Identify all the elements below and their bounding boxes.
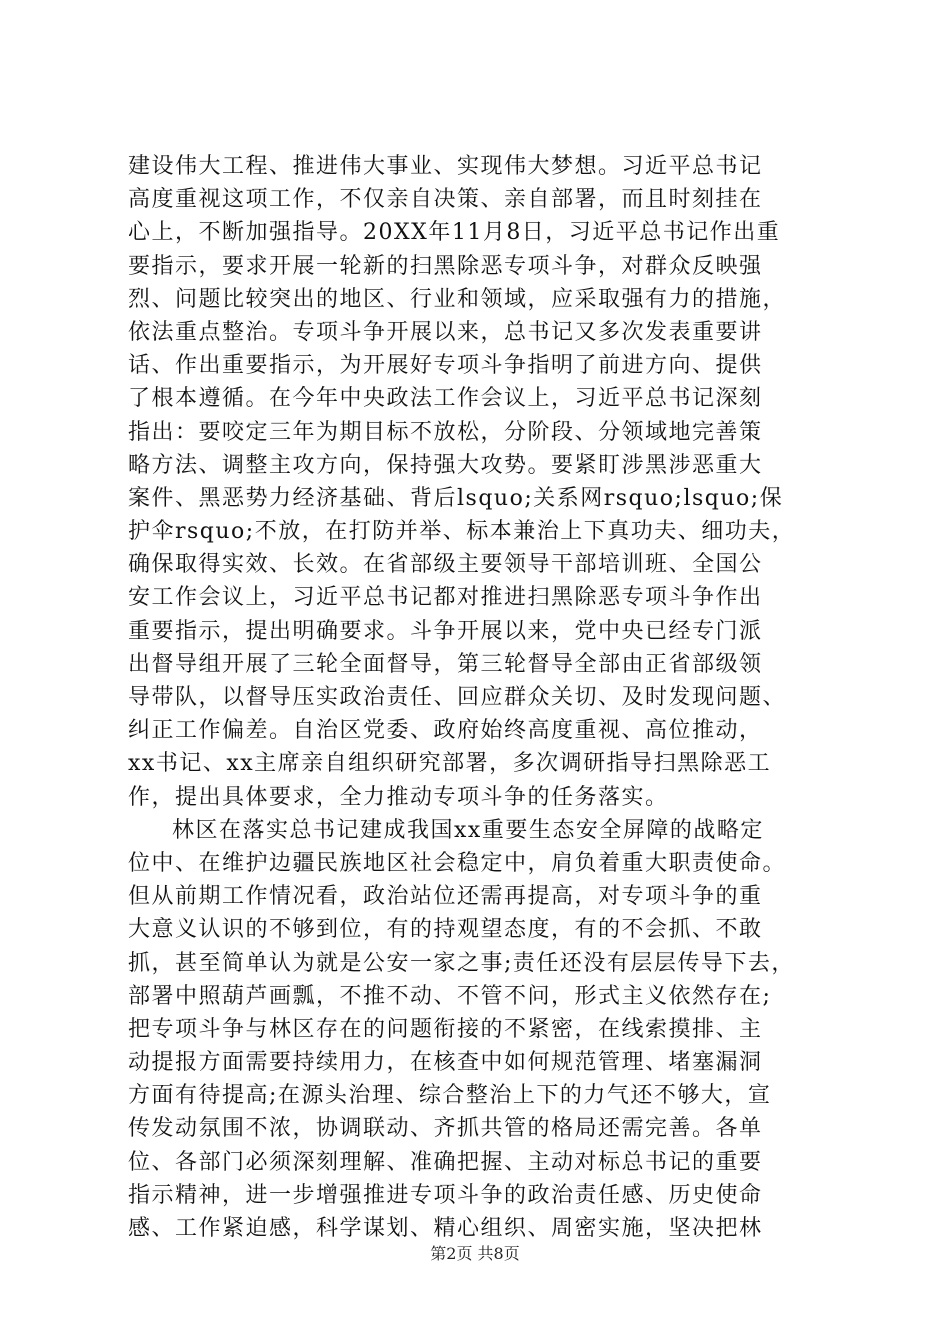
paragraph-start-line: 林区在落实总书记建成我国xx重要生态安全屏障的战略定 (172, 817, 764, 843)
text-line: 要指示，要求开展一轮新的扫黑除恶专项斗争，对群众反映强 (128, 253, 763, 279)
text-line: 烈、问题比较突出的地区、行业和领域，应采取强有力的措施， (128, 286, 787, 312)
text-line: 感、工作紧迫感，科学谋划、精心组织、周密实施，坚决把林 (128, 1216, 763, 1241)
text-line: 心上，不断加强指导。20XX年11月8日，习近平总书记作出重 (128, 220, 781, 246)
text-line: 抓，甚至简单认为就是公安一家之事;责任还没有层层传导下去， (128, 950, 795, 976)
text-line: 略方法、调整主攻方向，保持强大攻势。要紧盯涉黑涉恶重大 (128, 452, 763, 478)
text-line: 位、各部门必须深刻理解、准确把握、主动对标总书记的重要 (128, 1149, 763, 1175)
text-line: 导带队，以督导压实政治责任、回应群众关切、及时发现问题、 (128, 685, 787, 710)
page-number-footer: 第2页 共8页 (430, 1244, 520, 1263)
text-line: 建设伟大工程、推进伟大事业、实现伟大梦想。习近平总书记 (128, 154, 763, 179)
text-line: 话、作出重要指示，为开展好专项斗争指明了前进方向、提供 (128, 353, 763, 379)
text-line: 安工作会议上，习近平总书记都对推进扫黑除恶专项斗争作出 (128, 585, 763, 611)
text-line: 位中、在维护边疆民族地区社会稳定中，肩负着重大职责使命。 (128, 850, 787, 876)
text-line: 动提报方面需要持续用力，在核查中如何规范管理、堵塞漏洞 (128, 1050, 763, 1076)
text-line: 了根本遵循。在今年中央政法工作会议上，习近平总书记深刻 (128, 386, 763, 412)
text-line: 案件、黑恶势力经济基础、背后lsquo;关系网rsquo;lsquo;保 (128, 485, 784, 511)
text-line: 高度重视这项工作，不仅亲自决策、亲自部署，而且时刻挂在 (128, 187, 763, 213)
text-line: 作，提出具体要求，全力推动专项斗争的任务落实。 (128, 784, 669, 810)
text-line: 但从前期工作情况看，政治站位还需再提高，对专项斗争的重 (128, 884, 763, 910)
text-line: xx书记、xx主席亲自组织研究部署，多次调研指导扫黑除恶工 (128, 751, 772, 777)
document-body (128, 150, 828, 1245)
text-line: 依法重点整治。专项斗争开展以来，总书记又多次发表重要讲 (128, 319, 763, 345)
text-line: 重要指示，提出明确要求。斗争开展以来，党中央已经专门派 (128, 618, 763, 644)
text-line: 方面有待提高;在源头治理、综合整治上下的力气还不够大，宣 (128, 1083, 772, 1109)
text-line: 部署中照葫芦画瓢，不推不动、不管不问，形式主义依然存在; (128, 983, 772, 1009)
text-line: 指示精神，进一步增强推进专项斗争的政治责任感、历史使命 (128, 1182, 763, 1208)
text-line: 纠正工作偏差。自治区党委、政府始终高度重视、高位推动， (128, 718, 763, 744)
text-line: 护伞rsquo;不放，在打防并举、标本兼治上下真功夫、细功夫， (128, 519, 796, 545)
text-line: 大意义认识的不够到位，有的持观望态度，有的不会抓、不敢 (128, 917, 763, 943)
text-line: 确保取得实效、长效。在省部级主要领导干部培训班、全国公 (128, 552, 763, 578)
text-line: 指出：要咬定三年为期目标不放松，分阶段、分领域地完善策 (128, 419, 763, 445)
text-line: 出督导组开展了三轮全面督导，第三轮督导全部由正省部级领 (128, 651, 763, 677)
text-line: 传发动氛围不浓，协调联动、齐抓共管的格局还需完善。各单 (128, 1116, 763, 1142)
text-line: 把专项斗争与林区存在的问题衔接的不紧密，在线索摸排、主 (128, 1016, 763, 1042)
